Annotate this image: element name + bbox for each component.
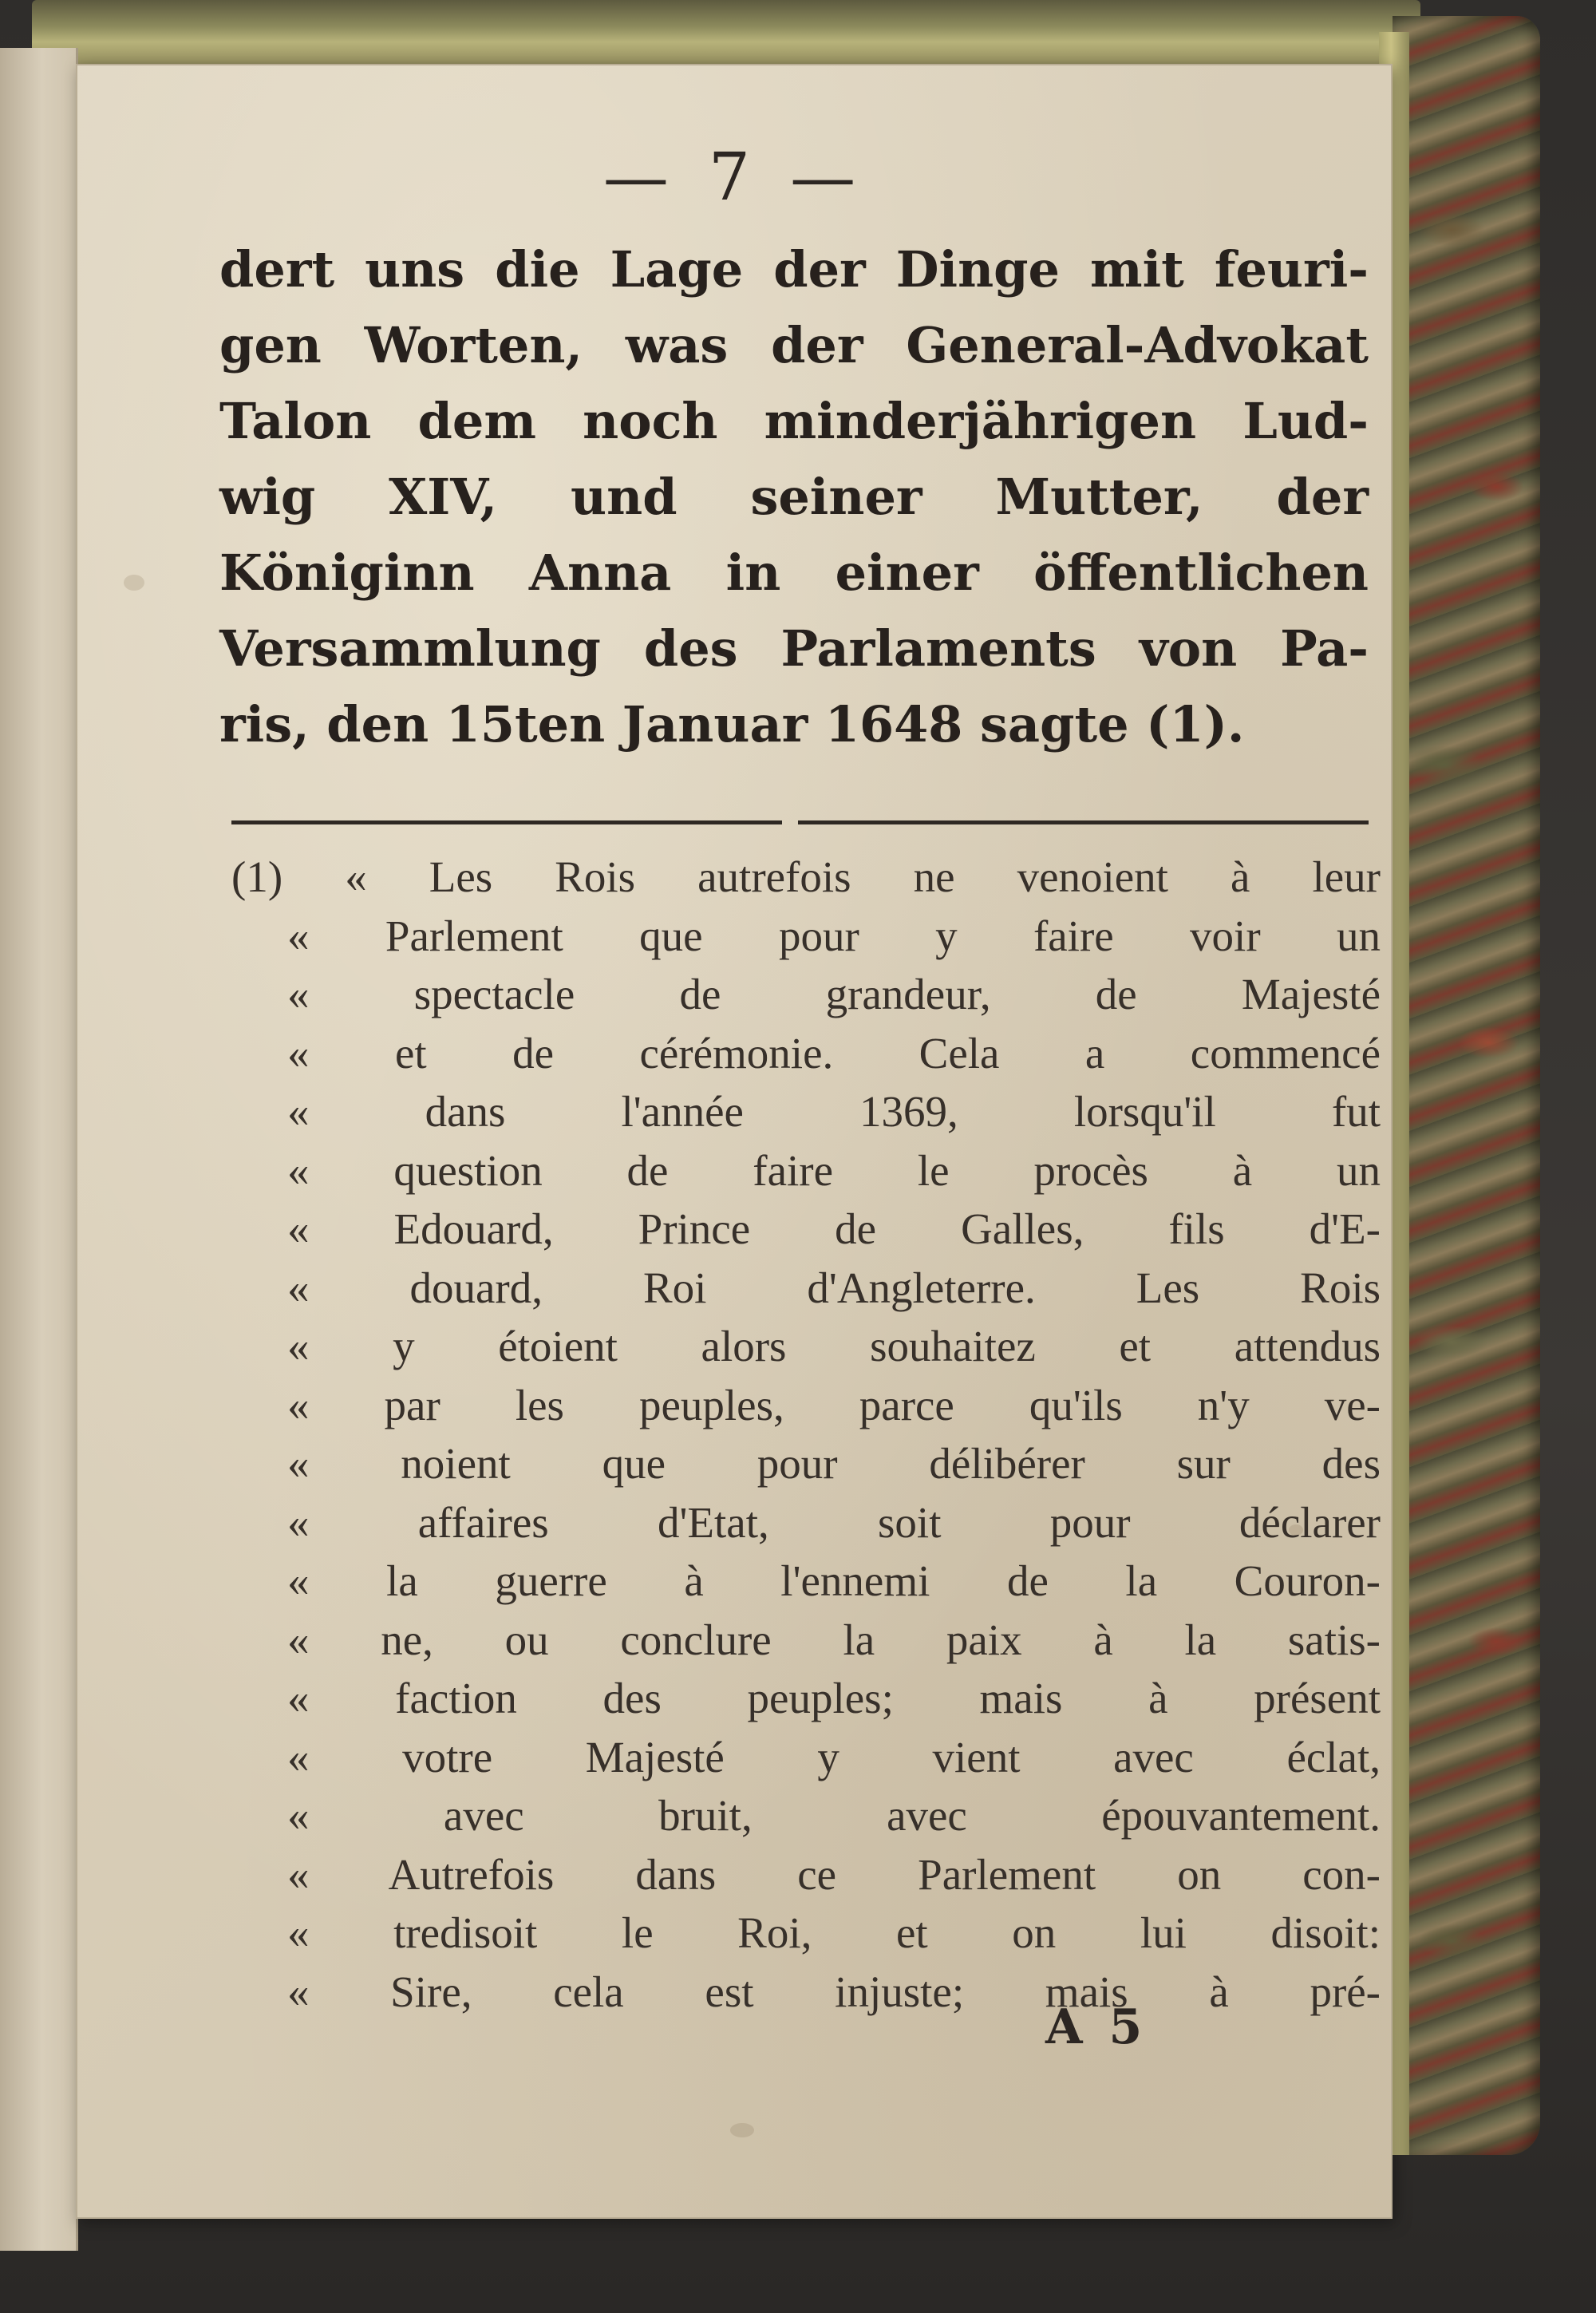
footnote-line: « tredisoit le Roi, et on lui disoit:	[287, 1908, 1381, 1957]
footnote-line: « votre Majesté y vient avec éclat,	[287, 1732, 1381, 1781]
marbled-book-edge	[1393, 16, 1540, 2155]
signature-mark: A 5	[1045, 1999, 1148, 2055]
footnote-line: « dans l'année 1369, lorsqu'il fut	[287, 1087, 1381, 1136]
text-line: gen Worten, was der General-Advokat	[219, 316, 1369, 374]
footnote-divider	[798, 820, 1369, 824]
footnote-line: « Autrefois dans ce Parlement on con-	[287, 1849, 1381, 1899]
footnote-line: « y étoient alors souhaitez et attendus	[287, 1322, 1381, 1370]
text-line: wig XIV, und seiner Mutter, der	[219, 468, 1369, 526]
text-line: Königinn Anna in einer öffentlichen	[219, 544, 1369, 602]
paper-stain	[730, 2123, 754, 2137]
text-line: dert uns die Lage der Dinge mit feuri-	[219, 240, 1369, 299]
footnote-line: « Edouard, Prince de Galles, fils d'E-	[287, 1204, 1381, 1253]
footnote-line: « Sire, cela est injuste; mais à pré-	[287, 1967, 1381, 2016]
facing-page-edge	[0, 48, 78, 2251]
footnote-line: (1) « Les Rois autrefois ne venoient à leur	[231, 852, 1381, 901]
footnote-line: « Parlement que pour y faire voir un	[287, 911, 1381, 960]
footnote-line: « noient que pour délibérer sur des	[287, 1439, 1381, 1488]
footnote-line: « avec bruit, avec épouvantement.	[287, 1791, 1381, 1840]
footnote-line: « affaires d'Etat, soit pour déclarer	[287, 1497, 1381, 1547]
footnote-line: « douard, Roi d'Angleterre. Les Rois	[287, 1263, 1381, 1312]
text-line: ris, den 15ten Januar 1648 sagte (1).	[219, 695, 1245, 753]
footnote-line: « la guerre à l'ennemi de la Couron-	[287, 1556, 1381, 1605]
main-text-block	[219, 231, 1369, 762]
footnote-line: « par les peuples, parce qu'ils n'y ve-	[287, 1380, 1381, 1429]
page-number: — 7 —	[602, 140, 866, 215]
footnote-line: « ne, ou conclure la paix à la satis-	[287, 1615, 1381, 1664]
text-line: Talon dem noch minderjährigen Lud-	[219, 392, 1369, 450]
footnote-block	[231, 848, 1381, 2021]
text-line: Versammlung des Parlaments von Pa-	[219, 619, 1369, 678]
footnote-divider	[231, 820, 782, 824]
footnote-line: « et de cérémonie. Cela a commencé	[287, 1028, 1381, 1077]
book-page	[76, 64, 1393, 2219]
paper-stain	[124, 575, 144, 591]
footnote-line: « question de faire le procès à un	[287, 1145, 1381, 1195]
footnote-line: « spectacle de grandeur, de Majesté	[287, 970, 1381, 1018]
footnote-line: « faction des peuples; mais à présent	[287, 1674, 1381, 1722]
